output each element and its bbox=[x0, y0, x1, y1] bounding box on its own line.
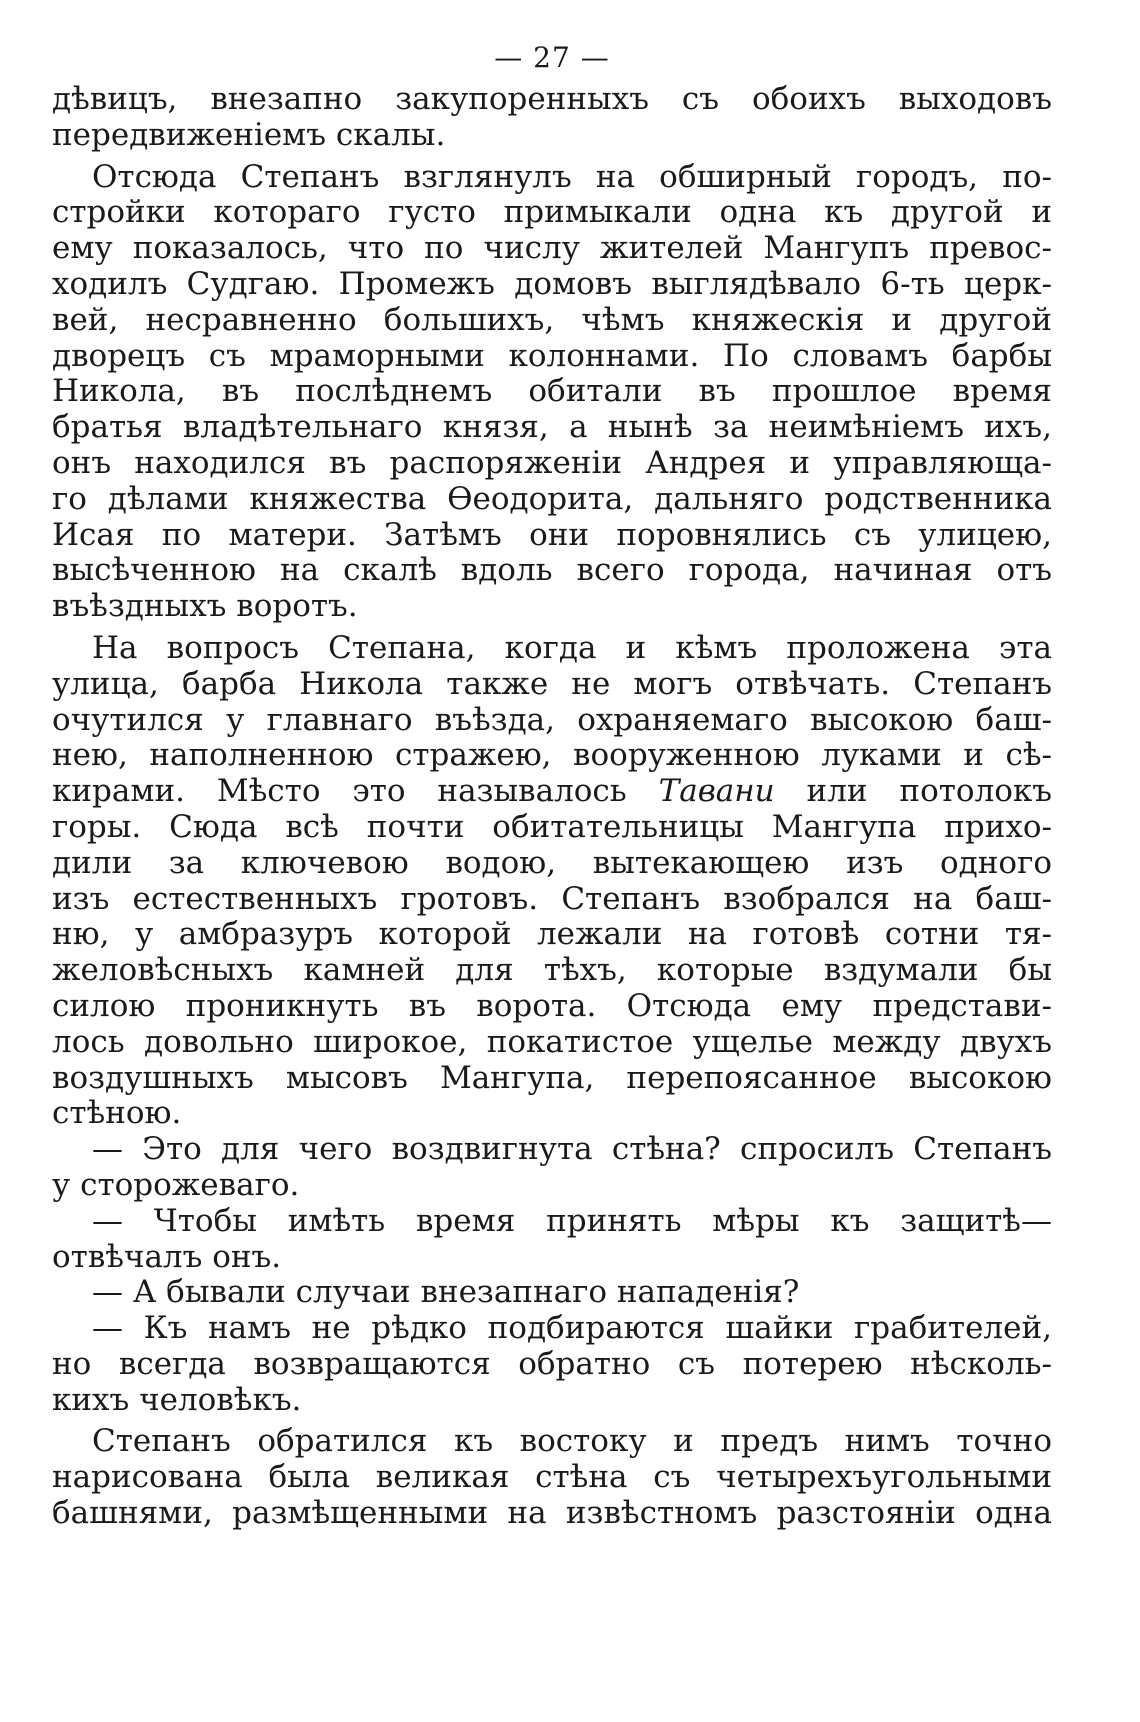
text-line: но всегда возвращаются обратно съ потерею нѣсколь- bbox=[52, 1345, 1052, 1382]
text-line: горы. Сюда всѣ почти обитательницы Мангупа прихо- bbox=[52, 808, 1052, 845]
book-page bbox=[52, 38, 1052, 1678]
text-line: лось довольно широкое, покатистое ущелье между двухъ bbox=[52, 1023, 1052, 1060]
text-line: ему показалось, что по числу жителей Мангупъ превос- bbox=[52, 230, 1052, 267]
text-line: дворецъ съ мраморными колоннами. По словамъ барбы bbox=[52, 337, 1052, 374]
text-segment: кирами. Мѣсто это называлось bbox=[52, 773, 627, 810]
text-line: дили за ключевою водою, вытекающею изъ одного bbox=[52, 844, 1052, 881]
text-segment: или потолокъ bbox=[806, 773, 1053, 810]
dialogue-2 bbox=[52, 1204, 1052, 1276]
text-line: Никола, въ послѣднемъ обитали въ прошлое время bbox=[52, 373, 1052, 410]
text-line-with-italic bbox=[52, 774, 1052, 810]
text-line: желовѣсныхъ камней для тѣхъ, которые вздумали бы bbox=[52, 952, 1052, 989]
text-line: — Къ намъ не рѣдко подбираются шайки грабителей, bbox=[92, 1310, 1052, 1347]
page-number: — 27 — bbox=[494, 41, 610, 74]
text-line: Исая по матери. Затѣмъ они поровнялись съ улицею, bbox=[52, 516, 1052, 553]
text-line: въѣздныхъ воротъ. bbox=[52, 588, 358, 625]
text-line: вей, несравненно большихъ, чѣмъ княжескія и другой bbox=[52, 301, 1052, 338]
body-text bbox=[52, 82, 1052, 1532]
text-line: нарисована была великая стѣна съ четырехъугольными bbox=[52, 1459, 1052, 1496]
paragraph-3 bbox=[52, 631, 1052, 1132]
dialogue-3 bbox=[52, 1275, 1052, 1311]
text-line: кихъ человѣкъ. bbox=[52, 1381, 302, 1418]
text-line: улица, барба Никола также не могъ отвѣчать. Степанъ bbox=[52, 665, 1052, 702]
text-line: силою проникнуть въ ворота. Отсюда ему представи- bbox=[52, 987, 1052, 1024]
text-line: у сторожеваго. bbox=[52, 1166, 300, 1203]
text-line: очутился у главнаго въѣзда, охраняемаго высокою баш- bbox=[52, 701, 1052, 738]
paragraph-4 bbox=[52, 1424, 1052, 1531]
text-line: — Это для чего воздвигнута стѣна? спросилъ Степанъ bbox=[92, 1131, 1052, 1168]
text-line: Отсюда Степанъ взглянулъ на обширный городъ, по- bbox=[92, 158, 1052, 195]
text-line: стройки котораго густо примыкали одна къ другой и bbox=[52, 194, 1052, 231]
text-line: отвѣчалъ онъ. bbox=[52, 1238, 282, 1275]
text-line: нею, наполненною стражею, вооруженною луками и сѣ- bbox=[52, 737, 1052, 774]
text-line: — Чтобы имѣть время принять мѣры къ защитѣ— bbox=[92, 1202, 1052, 1239]
text-line: братья владѣтельнаго князя, а нынѣ за неимѣніемъ ихъ, bbox=[52, 409, 1052, 446]
text-line: На вопросъ Степана, когда и кѣмъ проложена эта bbox=[92, 629, 1052, 666]
text-line: онъ находился въ распоряженіи Андрея и управляюща- bbox=[52, 444, 1052, 481]
text-line: го дѣлами княжества Ѳеодорита, дальняго родственника bbox=[52, 480, 1052, 517]
dialogue-1 bbox=[52, 1132, 1052, 1204]
text-line: Степанъ обратился къ востоку и предъ нимъ точно bbox=[92, 1423, 1052, 1460]
text-line: дѣвицъ, внезапно закупоренныхъ съ обоихъ выходовъ bbox=[52, 81, 1052, 117]
dialogue-4 bbox=[52, 1311, 1052, 1418]
paragraph-2 bbox=[52, 160, 1052, 625]
text-line: — А бывали случаи внезапнаго нападенія? bbox=[92, 1274, 800, 1311]
text-line: воздушныхъ мысовъ Мангупа, перепоясанное высокою bbox=[52, 1059, 1052, 1096]
text-line: высѣченною на скалѣ вдоль всего города, начиная отъ bbox=[52, 552, 1052, 589]
text-line: башнями, размѣщенными на извѣстномъ разстояніи одна bbox=[52, 1495, 1052, 1532]
text-line: изъ естественныхъ гротовъ. Степанъ взобрался на баш- bbox=[52, 880, 1052, 917]
text-line: передвиженіемъ скалы. bbox=[52, 116, 446, 153]
paragraph-1 bbox=[52, 82, 1052, 154]
italic-term: Тавани bbox=[658, 773, 775, 810]
text-line: ню, у амбразуръ которой лежали на готовѣ сотни тя- bbox=[52, 916, 1052, 953]
text-line: стѣною. bbox=[52, 1095, 182, 1132]
text-line: ходилъ Судгаю. Промежъ домовъ выглядѣвало 6-ть церк- bbox=[52, 265, 1052, 302]
